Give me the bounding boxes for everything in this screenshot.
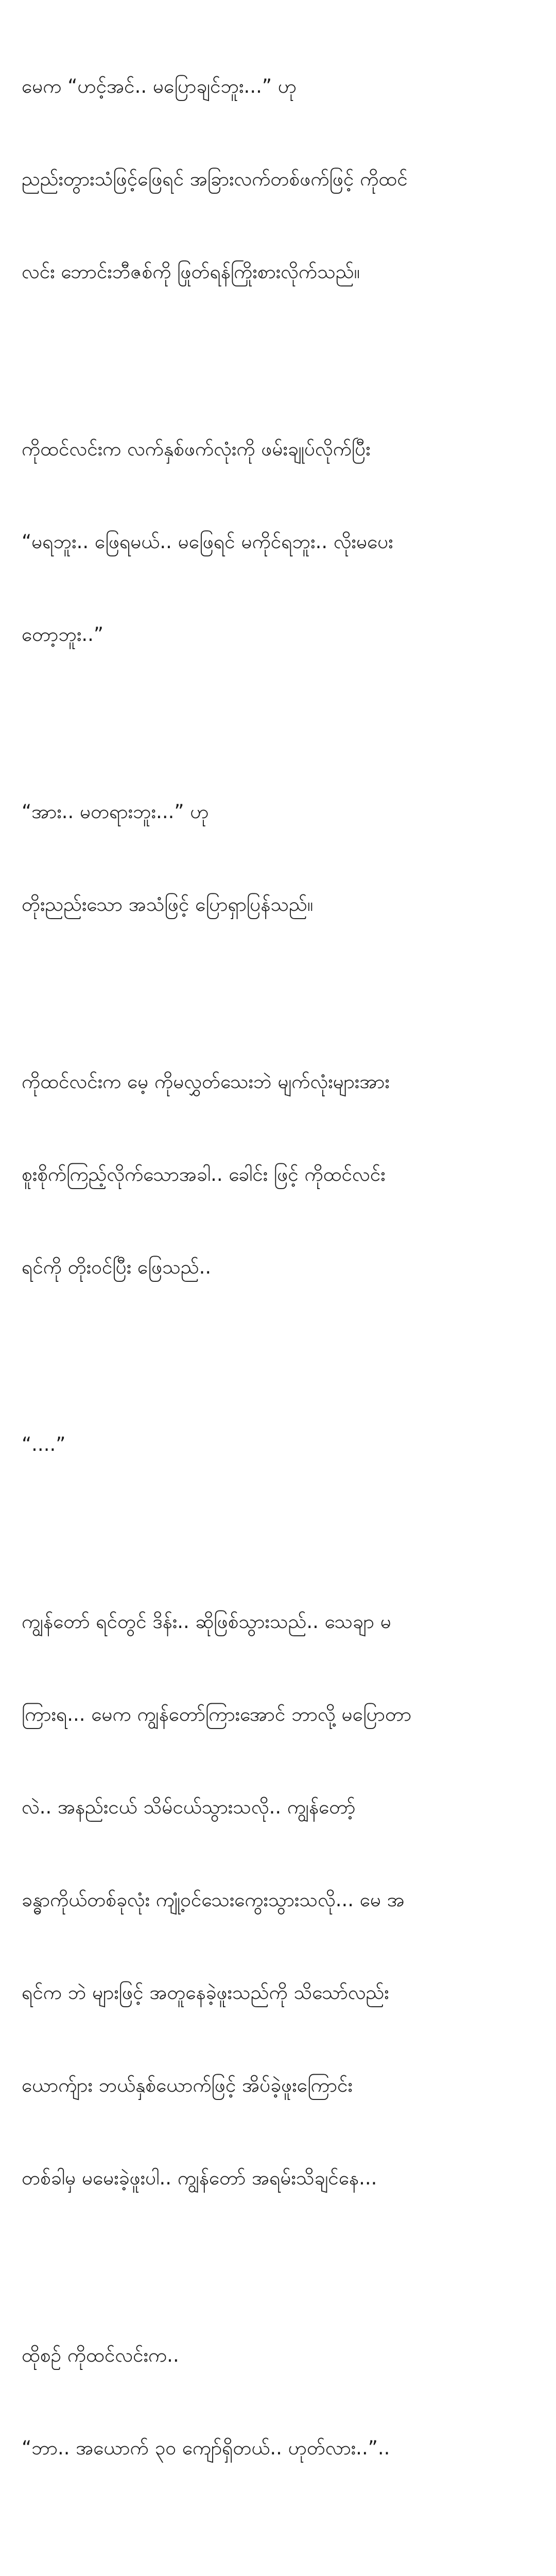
text-line: ကြားရ... မေက ကျွန်တော်ကြားအောင် ဘာလို့ မပြောတာ — [22, 1703, 412, 1725]
text-line: ရင်ကို တိုးဝင်ပြီး ဖြေသည်.. — [22, 1256, 212, 1278]
text-line: ညည်းတွားသံဖြင့်ဖြေရင် အခြားလက်တစ်ဖက်ဖြင့် ကိုထင် — [22, 168, 408, 190]
text-line: ရင်က ဘဲ များဖြင့် အတူနေခဲ့ဖူးသည်ကို သိသော်လည်း — [22, 1981, 389, 2004]
paragraph-5 — [22, 1367, 535, 1522]
text-line: “အား.. မတရားဘူး...” ဟု — [22, 801, 209, 823]
text-line: လင်း ဘောင်းဘီဇစ်ကို ဖြုတ်ရန်ကြိုးစားလိုက်သည်။ — [22, 261, 360, 283]
paragraph-2 — [22, 372, 535, 712]
text-line: ကိုထင်လင်းက လက်နှစ်ဖက်လုံးကို ဖမ်းချုပ်လိုက်ပြီး — [22, 438, 371, 460]
paragraph-6 — [22, 1545, 535, 2256]
text-line: မေက “ဟင့်အင်.. မပြောချင်ဘူး...” ဟု — [22, 75, 297, 97]
cropped-text-fragment — [335, 0, 407, 3]
text-line: လဲ.. အနည်းငယ် သိမ်ငယ်သွားသလို.. ကျွန်တော့် — [22, 1796, 356, 1818]
paragraph-3 — [22, 735, 535, 982]
paragraph-8 — [22, 2548, 535, 2576]
paragraph-1 — [22, 9, 535, 349]
text-line: ထိုစဉ် ကိုထင်လင်းက.. — [22, 2344, 179, 2366]
text-line: စူးစိုက်ကြည့်လိုက်သောအခါ.. ခေါင်း ဖြင့် ကိုထင်လင်း — [22, 1163, 386, 1185]
text-line: “မရဘူး.. ဖြေရမယ်.. မဖြေရင် မကိုင်ရဘူး.. လိုးမပေး — [22, 531, 393, 553]
paragraph-4 — [22, 1005, 535, 1345]
text-line: ယောက်ျား ဘယ်နှစ်ယောက်ဖြင့် အိပ်ခဲ့ဖူးကြောင်း — [22, 2074, 353, 2096]
text-line: တစ်ခါမှ မမေးခဲ့ဖူးပါ.. ကျွန်တော် အရမ်းသိချင်နေ... — [22, 2167, 377, 2189]
text-line: တိုးညည်းသော အသံဖြင့် ပြောရှာပြန်သည်။ — [22, 893, 314, 916]
text-line: ခန္ဓာကိုယ်တစ်ခုလုံး ကျုံ့ဝင်သေးကွေးသွားသလို... မေ အ — [22, 1889, 405, 1911]
text-line: “....” — [22, 1433, 66, 1455]
text-line: ကျွန်တော် ရင်တွင် ဒိန်း.. ဆိုဖြစ်သွားသည်.. သေချာ မ — [22, 1611, 391, 1633]
text-line: တော့ဘူး..” — [22, 623, 104, 646]
text-line: “ဘာ.. အယောက် ၃၀ ကျော်ရှိတယ်.. ဟုတ်လား..”.. — [22, 2437, 390, 2459]
text-line: ကိုထင်လင်းက မေ့ ကိုမလွှတ်သေးဘဲ မျက်လုံးများအား — [22, 1071, 390, 1093]
paragraph-7 — [22, 2278, 535, 2526]
